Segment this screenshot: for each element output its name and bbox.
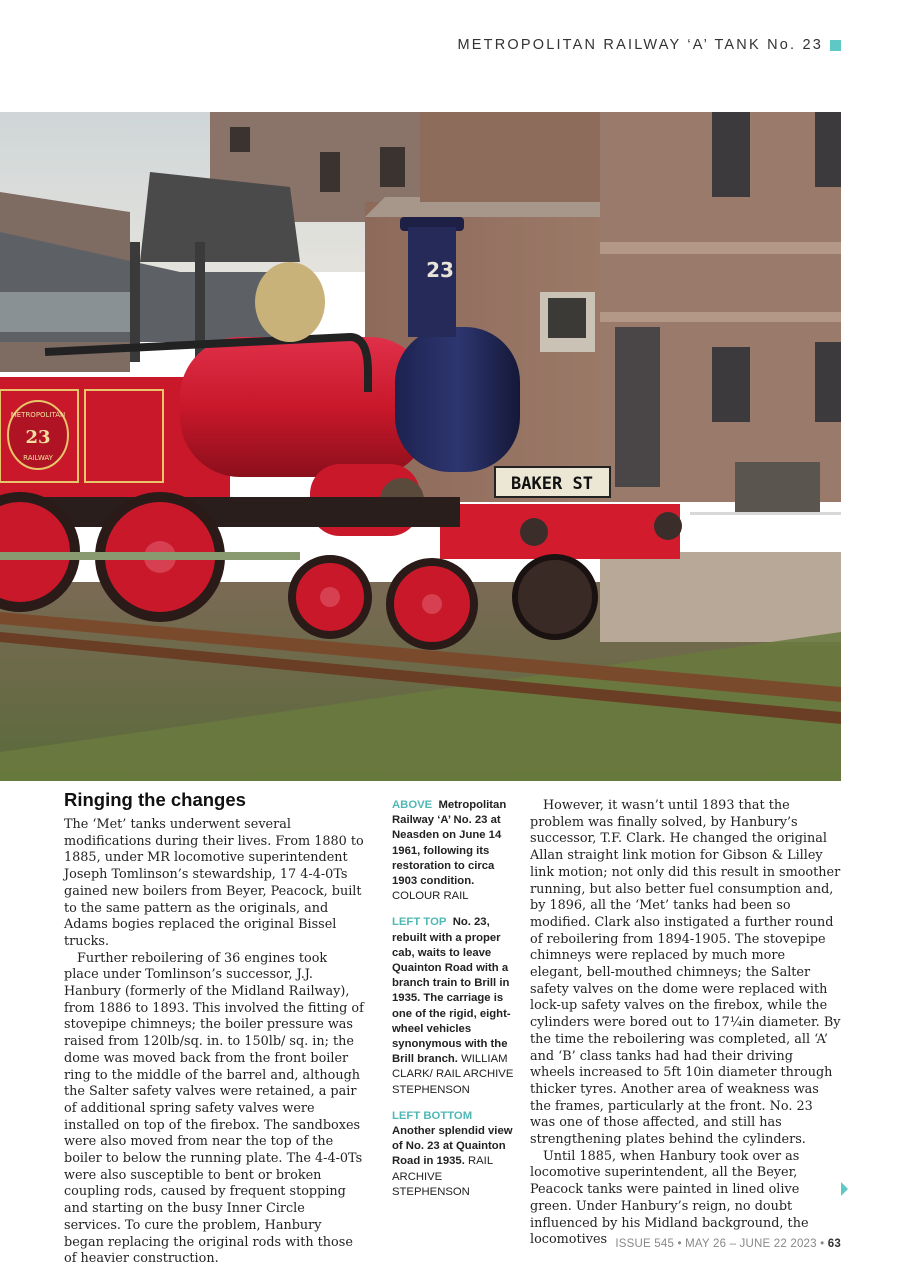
svg-text:RAILWAY: RAILWAY [23,454,53,462]
bogie-wheel [390,562,474,646]
boiler [180,337,430,477]
caption-label: LEFT BOTTOM [392,1109,473,1122]
svg-text:METROPOLITAN: METROPOLITAN [10,411,66,419]
svg-text:23: 23 [25,427,51,448]
article-column-3 [530,798,841,1249]
coupling-rod [0,552,300,560]
caption-above [392,798,514,904]
issue-dates: MAY 26 – JUNE 22 2023 [685,1238,817,1250]
page-footer: ISSUE 545 • MAY 26 – JUNE 22 2023 • 63 [615,1238,841,1250]
page-number: 63 [827,1238,841,1250]
buffer-beam [440,504,680,559]
paragraph: Further reboilering of 36 engines took place under Tomlinson’s successor, J.J. Hanbury (formerly of the Midland Railway), from 1886 to 1893. This involved the fitting of stovepipe chimneys; the boiler pressure was raised from 120lb/sq. in. to 150lb/ sq. in; the dome was moved back from the front boiler ring to the middle of the barrel and, although the Salter safety valves were retained, a pair of additional spring safety valves were installed on top of the firebox. The sandboxes were also moved from near the top of the boiler to below the running plate. The 4-4-0Ts were also susceptible to bent or broken coupling rods, caused by frequent stopping and starting on the busy Inner Circle services. To cure the problem, Hanbury began replacing the original rods with those of heavier construction. [64,950,364,1267]
issue-number: ISSUE 545 [615,1238,675,1250]
caption-text: No. 23, rebuilt with a proper cab, waits to leave Quainton Road with a branch train to Brill in 1935. The carriage is one of the rigid, eight-wheel vehicles synonymous with the Brill branch. [392,916,511,1066]
running-head-text: METROPOLITAN RAILWAY ‘A’ TANK No. 23 [457,37,823,53]
locomotive-photo [0,112,841,781]
accent-square-icon [830,40,841,51]
running-head [457,37,841,53]
paragraph: Until 1885, when Hanbury took over as locomotive superintendent, all the Beyer, Peacock tanks were painted in lined olive green. Under Hanbury’s reign, no doubt influenced by his Midland background, the locomotives [530,1148,809,1248]
bogie-wheel [515,557,595,637]
coaling-stage [140,172,300,262]
chimney [408,227,456,337]
dome [255,262,325,342]
caption-left-top [392,915,514,1097]
smokebox [395,327,520,472]
caption-label: ABOVE [392,799,433,811]
caption-credit: WILLIAM CLARK/ RAIL ARCHIVE STEPHENSON [392,1053,514,1096]
paragraph: The ‘Met’ tanks underwent several modifications during their lives. From 1880 to 1885, under MR locomotive superintendent Joseph Tomlinson’s stewardship, 17 4-4-0Ts gained new boilers from Beyer, Peacock, built to the same pattern as the originals, and Adams bogies replaced the original Bissel trucks. [64,817,364,949]
caption-column [392,798,514,1211]
caption-label: LEFT TOP [392,916,447,929]
caption-text: Metropolitan Railway ‘A’ No. 23 at Neasden on June 14 1961, following its restoration to circa 1903 condition. [392,799,507,888]
bogie-wheel [292,559,368,635]
svg-text:BAKER ST: BAKER ST [511,474,593,494]
article-heading: Ringing the changes [64,789,246,810]
article-column-1 [64,789,364,1268]
continue-arrow-icon [841,1182,848,1196]
caption-left-bottom [392,1109,514,1200]
caption-credit: COLOUR RAIL [392,890,469,903]
caption-text: Another splendid view of No. 23 at Quainton Road in 1935. [392,1125,513,1168]
svg-text:23: 23 [426,258,454,282]
caption-credit: RAIL ARCHIVE STEPHENSON [392,1155,493,1198]
paragraph: However, it wasn’t until 1893 that the problem was finally solved, by Hanbury’s successor, T.F. Clark. He changed the original Allan straight link motion for Gibson & Lilley link motion; not only did this result in smoother running, but also better fuel consumption and, by 1896, all the ‘Met’ tanks had been so modified. Clark also instigated a further round of reboilering from 1894-1905. The stovepipe chimneys were replaced by much more elegant, bell-mouthed chimneys; the Salter safety valves on the dome were replaced with lock-up safety valves on the firebox, while the cylinders were bored out to 17¼in diameter. By the time the reboilering was completed, all ‘A’ and ‘B’ class tanks had had their driving wheels increased to 5ft 10in diameter through thicker tyres. Another area of weakness was the frames, particularly at the front. No. 23 was one of those affected, and still has strengthening plates behind the cylinders. [530,798,841,1148]
